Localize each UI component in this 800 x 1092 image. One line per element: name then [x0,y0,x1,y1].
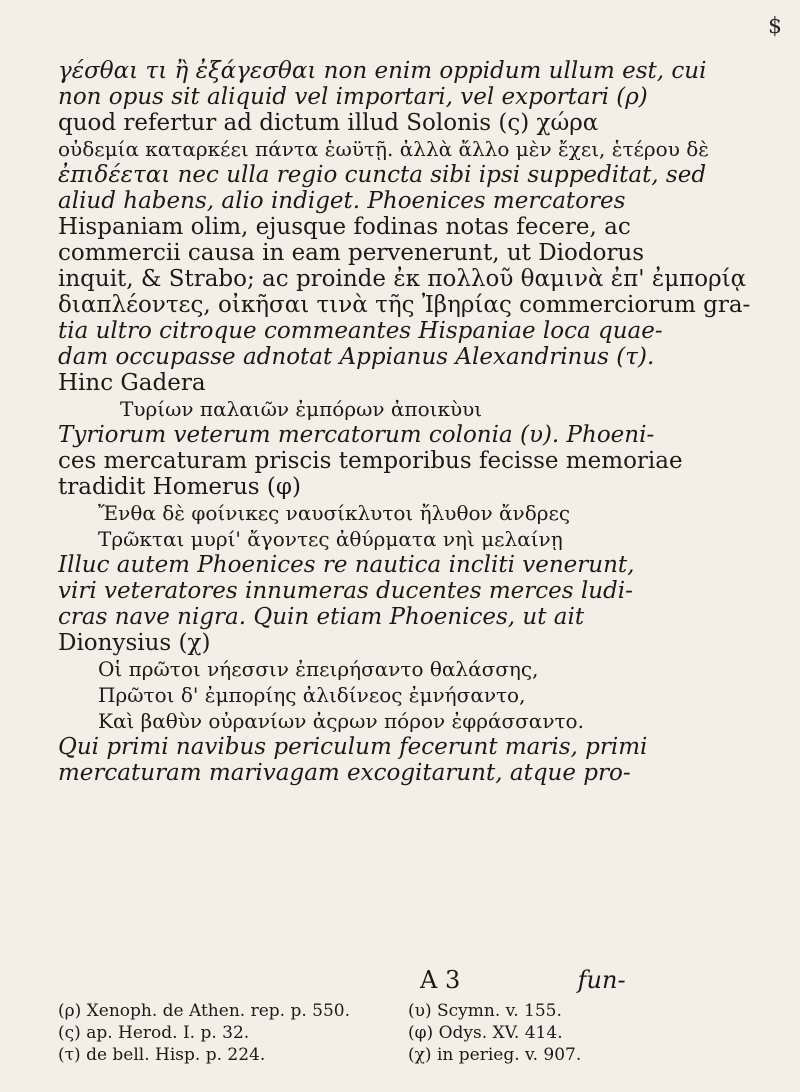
footnotes [58,1000,778,1066]
text-line: Qui primi navibus periculum fecerunt maris, primi [58,734,648,760]
footnote: (ς) ap. Herod. I. p. 32. [58,1023,250,1043]
text-line: quod refertur ad dictum illud Solonis (ς) χώρα [58,110,599,136]
text-line: Hinc Gadera [58,370,206,396]
footnote: (ρ) Xenoph. de Athen. rep. p. 550. [58,1001,350,1021]
text-line: tradidit Homerus (φ) [58,474,301,500]
footnote-row [58,1000,778,1022]
footnote: (φ) Odys. XV. 414. [408,1023,563,1043]
text-line: mercaturam marivagam excogitarunt, atque pro- [58,760,631,786]
catchword: fun- [577,966,626,994]
footnote-row [58,1022,778,1044]
footnote: (τ) de bell. Hisp. p. 224. [58,1045,266,1065]
text-line: Dionysius (χ) [58,630,211,656]
text-line: aliud habens, alio indiget. Phoenices mercatores [58,188,626,214]
signature-mark: A 3 [420,966,461,994]
text-line: dam occupasse adnotat Appianus Alexandrinus (τ). [58,344,655,370]
text-line: Illuc autem Phoenices re nautica incliti venerunt, [58,552,635,578]
text-line: ces mercaturam priscis temporibus fecisse memoriae [58,448,683,474]
text-line: διαπλέοντες, οἰκῆσαι τινὰ τῆς Ἰβηρίας commerciorum gra- [58,292,751,318]
text-line: ἐπιδέεται nec ulla regio cuncta sibi ipsi suppeditat, sed [58,162,707,188]
text-line: Tyriorum veterum mercatorum colonia (υ). Phoeni- [58,422,655,448]
footnote: (υ) Scymn. v. 155. [408,1001,562,1021]
text-line: Τυρίων παλαιῶν ἐμπόρων ἀποικὺυι [120,397,483,421]
text-line: Πρῶτοι δ' ἐμπορίης ἀλιδίνεος ἐμνήσαντο, [98,683,526,707]
text-line: Τρῶκται μυρί' ἄγοντες ἀθύρματα νηὶ μελαίνῃ [98,527,563,551]
text-line: Ἔνθα δὲ φοίνικες ναυσίκλυτοι ἤλυθον ἄνδρες [98,501,571,525]
text-line: non opus sit aliquid vel importari, vel exportari (ρ) [58,84,648,110]
footnote: (χ) in perieg. v. 907. [408,1045,582,1065]
signature-line [420,965,740,995]
text-line: cras nave nigra. Quin etiam Phoenices, ut ait [58,604,585,630]
text-line: Καὶ βαθὺν οὐρανίων ἀςρων πόρον ἐφράσσαντο. [98,709,584,733]
text-line: inquit, & Strabo; ac proinde ἐκ πολλοῦ θαμινὰ ἐπ' ἐμπορίᾳ [58,266,747,292]
text-line: commercii causa in eam pervenerunt, ut Diodorus [58,240,645,266]
page-corner-mark: $ [768,14,782,39]
text-line: tia ultro citroque commeantes Hispaniae loca quae- [58,318,663,344]
text-line: οὐδεμία καταρκέει πάντα ἑωϋτῇ. ἀλλὰ ἄλλο μὲν ἔχει, ἑτέρου δὲ [58,137,709,161]
text-line: Οἱ πρῶτοι νήεσσιν ἐπειρήσαντο θαλάσσης, [98,657,539,681]
text-line: viri veteratores innumeras ducentes merces ludi- [58,578,633,604]
text-line: Hispaniam olim, ejusque fodinas notas fecere, ac [58,214,631,240]
body-text [58,58,786,786]
text-line: γέσθαι τι ἢ ἐξάγεσθαι non enim oppidum ullum est, cui [58,58,707,84]
footnote-row [58,1044,778,1066]
